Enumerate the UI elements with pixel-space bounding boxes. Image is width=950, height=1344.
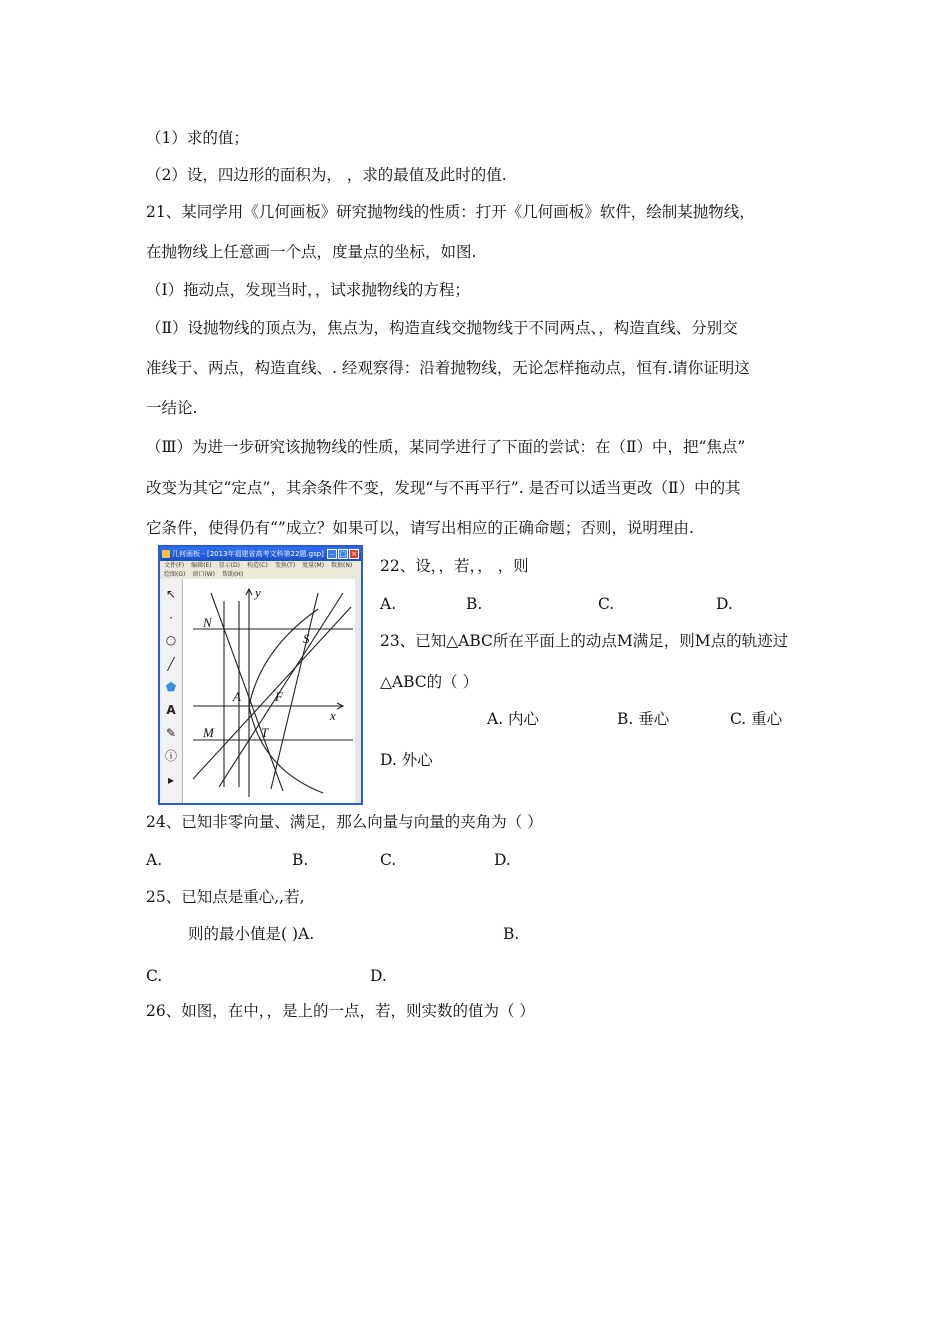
q25-option-b: B. [503, 925, 520, 943]
compass-tool-icon: ○ [165, 633, 177, 647]
label-y: y [255, 585, 261, 600]
menu-measure: 度量(M) [302, 562, 325, 569]
q21-line4: （Ⅱ）设抛物线的顶点为，焦点为，构造直线交抛物线于不同两点、，构造直线、分别交 [146, 319, 738, 337]
q25-stem: 25、已知点是重心,,若, [146, 888, 305, 906]
label-N: N [203, 615, 212, 630]
menu-display: 显示(D) [218, 562, 240, 569]
minimize-icon: – [327, 549, 337, 559]
sketch-canvas [183, 579, 361, 803]
label-S: S [303, 631, 310, 646]
label-F: F [275, 689, 283, 704]
q22-option-c: C. [598, 595, 615, 613]
window-titlebar [160, 547, 361, 561]
tool-palette [160, 579, 183, 803]
q26-stem: 26、如图，在中，，是上的一点，若，则实数的值为（ ） [146, 1002, 535, 1020]
q21-line3: （Ⅰ）拖动点，发现当时，，试求抛物线的方程； [146, 281, 470, 299]
maximize-icon: □ [339, 550, 347, 558]
q25-option-c: C. [146, 967, 163, 985]
q24-option-b: B. [292, 851, 309, 869]
menu-data: 数据(N) [331, 562, 353, 569]
info-tool-icon: ⓘ [164, 749, 177, 763]
line-tool-icon: ╱ [167, 657, 175, 671]
q24-option-d: D. [494, 851, 511, 869]
q21-line9: 它条件，使得仍有“”成立？如果可以，请写出相应的正确命题；否则，说明理由. [146, 519, 694, 537]
q20-part2: （2）设，四边形的面积为， ，求的最值及此时的值. [146, 166, 507, 184]
q21-line2: 在抛物线上任意画一个点，度量点的坐标，如图. [146, 243, 477, 261]
q24-option-c: C. [380, 851, 397, 869]
q21-line8: 改变为其它“定点”，其余条件不变，发现“与不再平行”. 是否可以适当更改（Ⅱ）中的其 [146, 479, 741, 497]
q21-line1: 21、某同学用《几何画板》研究抛物线的性质：打开《几何画板》软件，绘制某抛物线， [146, 203, 755, 221]
polygon-tool-icon: ⬟ [165, 680, 177, 694]
q21-line5: 准线于、两点，构造直线、. 经观察得：沿着抛物线，无论怎样拖动点，恒有.请你证明这 [146, 359, 750, 377]
q21-line6: 一结论. [146, 399, 198, 417]
menu-graph: 绘图(G) [164, 571, 186, 578]
menu-edit: 编辑(E) [191, 562, 212, 569]
q25-stem-2: 则的最小值是( )A. [188, 925, 315, 943]
label-x: x [330, 708, 336, 723]
q23-stem: 23、已知△ABC所在平面上的动点M满足，则M点的轨迹过 [380, 632, 789, 650]
q22-option-b: B. [466, 595, 483, 613]
q23-option-c: C. 重心 [730, 710, 783, 728]
q23-stem-2: △ABC的（ ） [380, 673, 479, 691]
menu-file: 文件(F) [164, 562, 185, 569]
q22-option-a: A. [380, 595, 397, 613]
menu-window: 窗口(W) [192, 571, 215, 578]
text-tool-icon: A [166, 703, 176, 717]
parabola-lower-branch [249, 706, 323, 793]
label-A: A [233, 689, 241, 704]
menu-transform: 变换(T) [274, 562, 296, 569]
menu-construct: 构造(C) [246, 562, 268, 569]
q25-option-d: D. [370, 967, 387, 985]
q23-option-b: B. 垂心 [617, 710, 670, 728]
app-logo-icon [162, 550, 170, 558]
line-through-A [193, 607, 351, 779]
q24-stem: 24、已知非零向量、满足，那么向量与向量的夹角为（ ） [146, 813, 543, 831]
window-title: 几何画板 - [2013年福建省高考文科第22题.gsp] [172, 550, 324, 558]
q24-option-a: A. [146, 851, 163, 869]
close-icon: × [349, 549, 359, 559]
q22-stem: 22、设，，若，， ，则 [380, 557, 529, 575]
custom-tool-icon: ▸ [167, 773, 175, 787]
arrow-tool-icon: ↖ [165, 587, 177, 601]
menu-bar-2 [160, 570, 361, 579]
q21-line7: （Ⅲ）为进一步研究该抛物线的性质，某同学进行了下面的尝试：在（Ⅱ）中，把“焦点” [146, 438, 746, 456]
parabola-figure [183, 579, 359, 803]
geometry-sketchpad-screenshot [158, 545, 363, 805]
menu-help: 帮助(H) [221, 571, 244, 578]
parabola-upper-branch [249, 609, 318, 706]
canvas-scrollbar [355, 579, 361, 803]
marker-tool-icon: ✎ [165, 726, 177, 740]
q20-part1: （1）求的值； [146, 129, 249, 147]
q22-option-d: D. [716, 595, 733, 613]
label-M: M [203, 725, 214, 740]
q23-option-d: D. 外心 [380, 751, 433, 769]
q23-option-a: A. 内心 [487, 710, 540, 728]
label-T: T [261, 725, 269, 740]
point-tool-icon: · [169, 611, 173, 625]
menu-bar [160, 561, 361, 570]
